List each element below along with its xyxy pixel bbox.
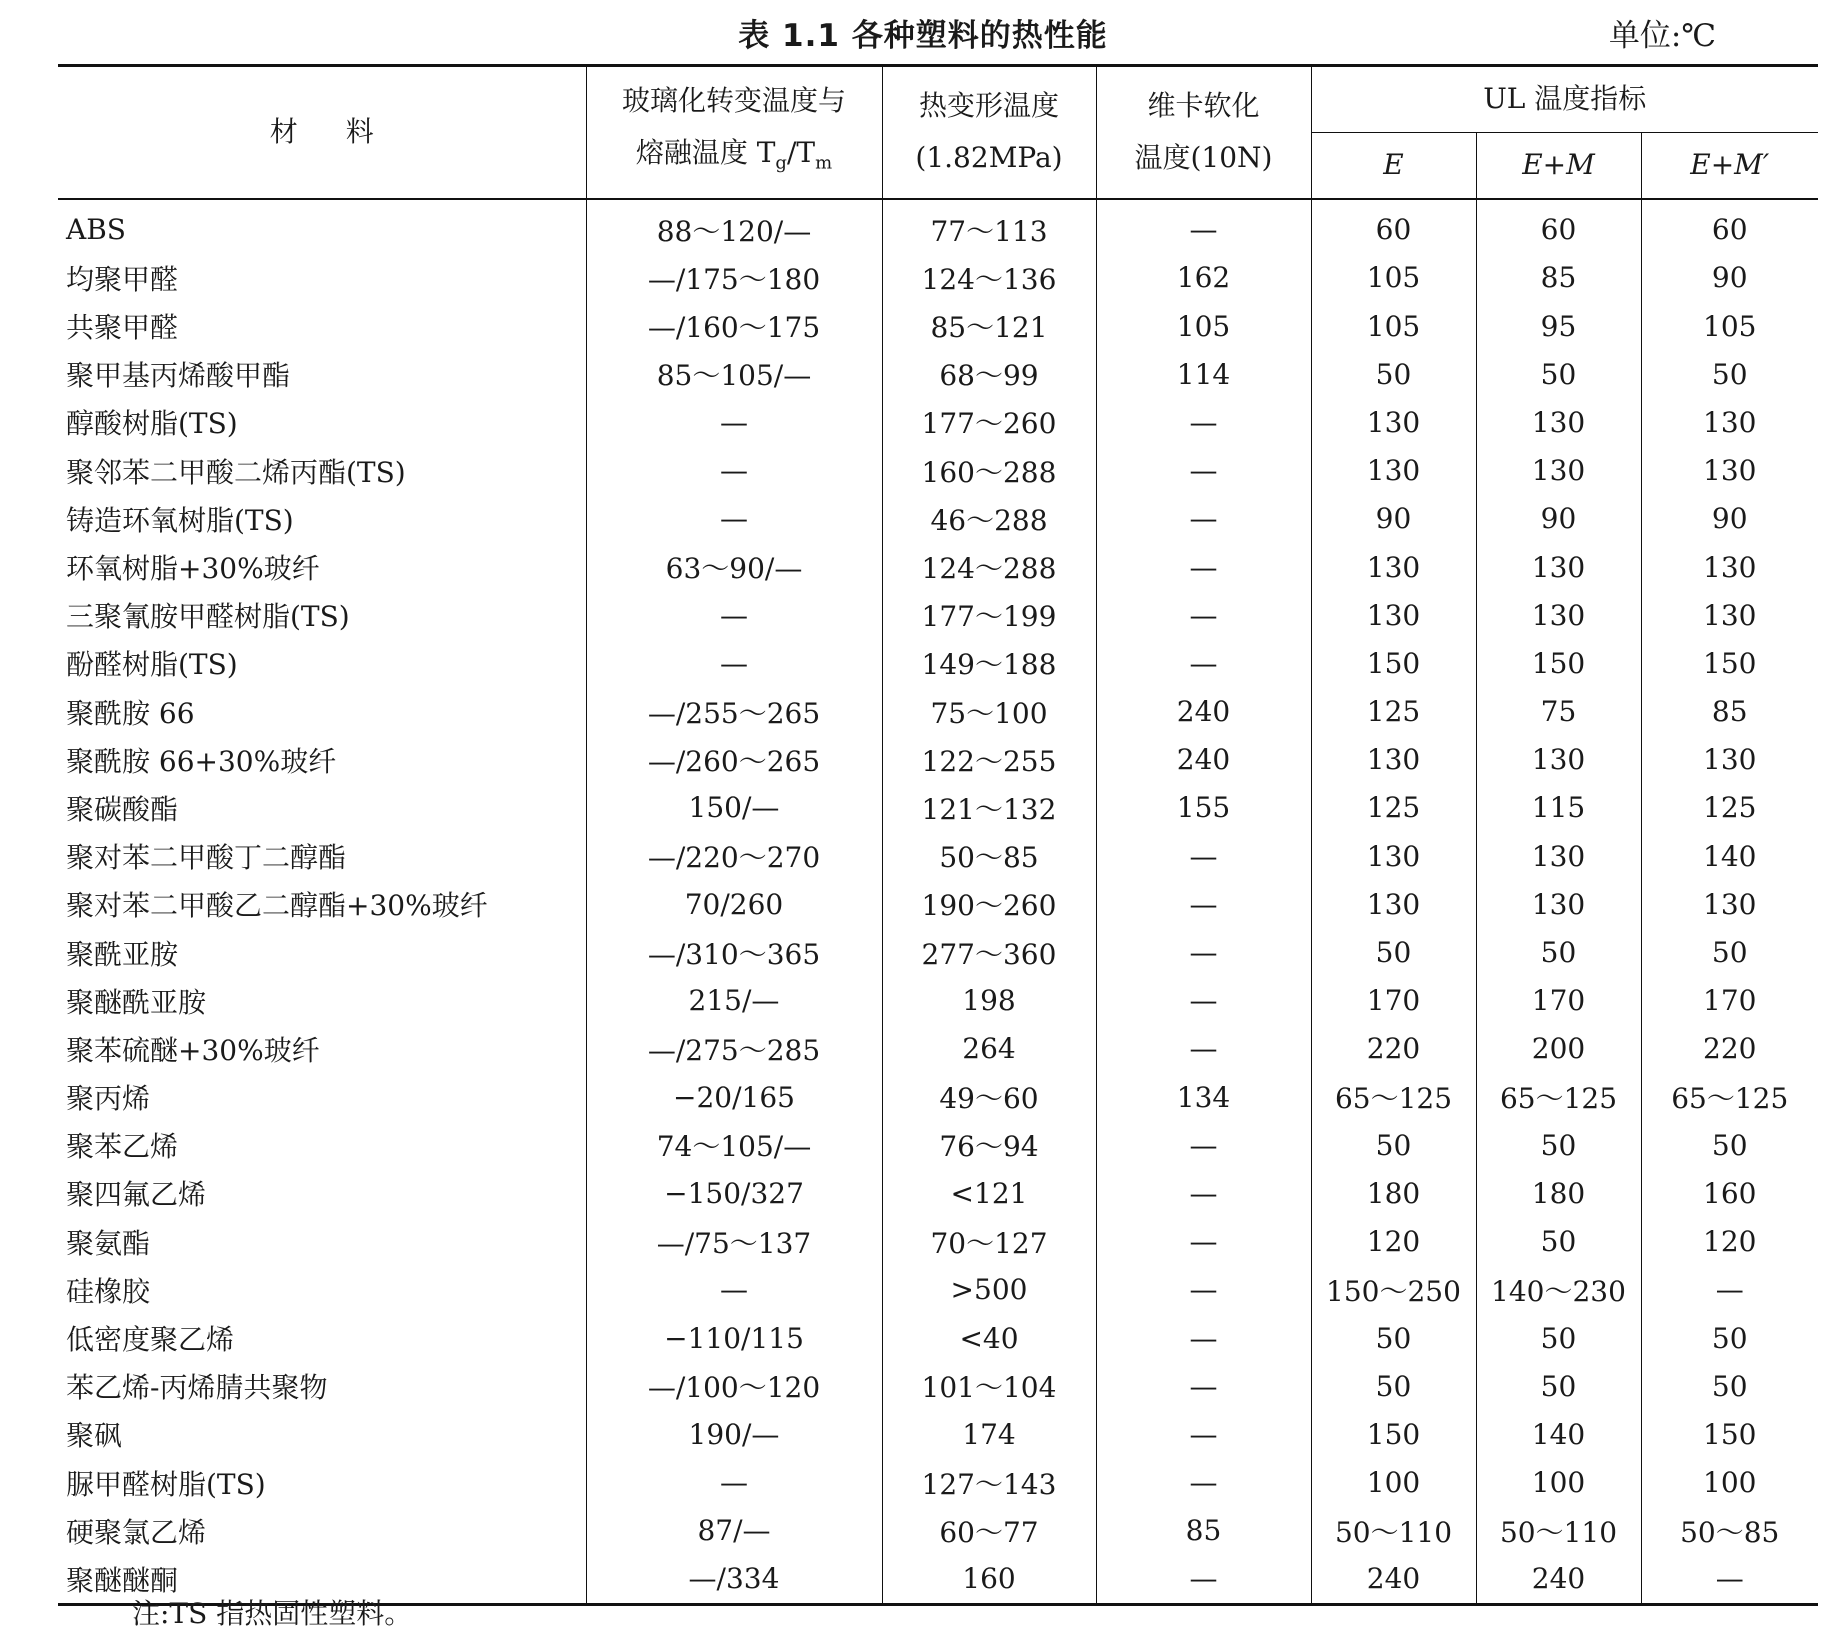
cell-vicat: 155 xyxy=(1096,784,1311,832)
cell-ul-em2: 130 xyxy=(1641,736,1818,784)
cell-ul-e: 125 xyxy=(1311,784,1476,832)
cell-ul-em2: 60 xyxy=(1641,199,1818,254)
table-row xyxy=(58,832,1818,880)
cell-ul-em: 200 xyxy=(1476,1025,1641,1073)
table-row xyxy=(58,495,1818,543)
cell-material: 硬聚氯乙烯 xyxy=(66,1515,207,1549)
cell-ul-e: 130 xyxy=(1311,832,1476,880)
cell-ul-em: 50 xyxy=(1476,350,1641,398)
cell-hdt: 160 xyxy=(882,1555,1096,1605)
cell-material: 聚对苯二甲酸丁二醇酯 xyxy=(66,841,347,875)
cell-ul-em2: 50 xyxy=(1641,1121,1818,1169)
cell-ul-em: 50 xyxy=(1476,1314,1641,1362)
table-row xyxy=(58,591,1818,639)
cell-ul-em2: 50 xyxy=(1641,1314,1818,1362)
cell-ul-em: 130 xyxy=(1476,447,1641,495)
cell-ul-e: 240 xyxy=(1311,1555,1476,1605)
cell-tg-tm: — xyxy=(586,1458,882,1506)
cell-tg-tm: 70/260 xyxy=(586,880,882,928)
cell-ul-em2: 160 xyxy=(1641,1169,1818,1217)
cell-tg-tm: —/275～285 xyxy=(586,1025,882,1073)
cell-hdt: <121 xyxy=(882,1169,1096,1217)
cell-ul-em2: 170 xyxy=(1641,977,1818,1025)
cell-vicat: 162 xyxy=(1096,254,1311,302)
cell-tg-tm: —/310～365 xyxy=(586,928,882,976)
cell-material: 聚醚醚酮 xyxy=(66,1563,179,1597)
cell-tg-tm: — xyxy=(586,639,882,687)
table-title: 表 1.1 各种塑料的热性能 xyxy=(738,18,1108,54)
cell-ul-e: 130 xyxy=(1311,736,1476,784)
cell-tg-tm: 63～90/— xyxy=(586,543,882,591)
cell-material: 聚苯硫醚+30%玻纤 xyxy=(66,1033,320,1067)
cell-material: 聚对苯二甲酸乙二醇酯+30%玻纤 xyxy=(66,889,488,923)
cell-tg-tm: — xyxy=(586,495,882,543)
cell-material: 环氧树脂+30%玻纤 xyxy=(66,552,320,585)
table-row xyxy=(58,687,1818,735)
cell-tg-tm: 190/— xyxy=(586,1410,882,1458)
cell-vicat: — xyxy=(1096,880,1311,928)
cell-ul-em2: 85 xyxy=(1641,687,1818,735)
cell-tg-tm: 74～105/— xyxy=(586,1121,882,1169)
table-row xyxy=(58,447,1818,495)
cell-material: 聚邻苯二甲酸二烯丙酯(TS) xyxy=(66,455,406,489)
cell-material: 醇酸树脂(TS) xyxy=(66,407,238,441)
table-row xyxy=(58,1218,1818,1266)
cell-hdt: 50～85 xyxy=(882,832,1096,880)
cell-ul-em: 85 xyxy=(1476,254,1641,302)
table-row xyxy=(58,398,1818,446)
cell-ul-e: 50 xyxy=(1311,928,1476,976)
cell-tg-tm: −150/327 xyxy=(586,1169,882,1217)
cell-ul-em2: 130 xyxy=(1641,543,1818,591)
cell-material: 聚砜 xyxy=(66,1419,123,1453)
cell-ul-em: 50 xyxy=(1476,1218,1641,1266)
cell-material: 聚醚酰亚胺 xyxy=(66,985,207,1019)
table-row xyxy=(58,1362,1818,1410)
cell-material: 聚碳酸酯 xyxy=(66,792,179,826)
cell-tg-tm: —/175～180 xyxy=(586,254,882,302)
cell-material: 脲甲醛树脂(TS) xyxy=(66,1467,266,1501)
cell-vicat: — xyxy=(1096,1362,1311,1410)
cell-ul-e: 50 xyxy=(1311,1314,1476,1362)
cell-vicat: — xyxy=(1096,199,1311,254)
table-row xyxy=(58,1169,1818,1217)
cell-ul-em2: 130 xyxy=(1641,447,1818,495)
table-row xyxy=(58,1314,1818,1362)
cell-ul-em2: — xyxy=(1641,1266,1818,1314)
cell-ul-em: 100 xyxy=(1476,1458,1641,1506)
header-tg-tm-line1: 玻璃化转变温度与 xyxy=(621,84,846,117)
header-hdt-line2: (1.82MPa) xyxy=(915,141,1063,175)
cell-hdt: 160～288 xyxy=(882,447,1096,495)
table-row xyxy=(58,1266,1818,1314)
header-hdt xyxy=(882,66,1096,199)
cell-ul-em: 65～125 xyxy=(1476,1073,1641,1121)
cell-vicat: 240 xyxy=(1096,736,1311,784)
cell-ul-e: 50～110 xyxy=(1311,1507,1476,1555)
cell-vicat: — xyxy=(1096,928,1311,976)
cell-hdt: 177～260 xyxy=(882,398,1096,446)
cell-ul-e: 65～125 xyxy=(1311,1073,1476,1121)
cell-ul-em2: 50～85 xyxy=(1641,1507,1818,1555)
cell-ul-em: 75 xyxy=(1476,687,1641,735)
cell-vicat: — xyxy=(1096,495,1311,543)
cell-tg-tm: — xyxy=(586,398,882,446)
cell-ul-em: 60 xyxy=(1476,199,1641,254)
cell-ul-em2: 90 xyxy=(1641,254,1818,302)
table-caption xyxy=(0,6,1846,58)
cell-material: 均聚甲醛 xyxy=(66,262,179,296)
cell-hdt: 122～255 xyxy=(882,736,1096,784)
cell-ul-em2: 125 xyxy=(1641,784,1818,832)
cell-ul-em: 90 xyxy=(1476,495,1641,543)
cell-ul-e: 125 xyxy=(1311,687,1476,735)
cell-tg-tm: —/334 xyxy=(586,1555,882,1605)
table-row xyxy=(58,1507,1818,1555)
cell-vicat: — xyxy=(1096,1266,1311,1314)
cell-material: 共聚甲醛 xyxy=(66,311,179,345)
header-vicat-line2: 温度(10N) xyxy=(1134,141,1273,175)
cell-material: 三聚氰胺甲醛树脂(TS) xyxy=(66,600,350,634)
cell-material: 苯乙烯-丙烯腈共聚物 xyxy=(66,1371,328,1405)
cell-ul-e: 130 xyxy=(1311,447,1476,495)
cell-vicat: — xyxy=(1096,1314,1311,1362)
thermal-properties-table xyxy=(58,64,1818,1606)
cell-hdt: >500 xyxy=(882,1266,1096,1314)
cell-tg-tm: 88～120/— xyxy=(586,199,882,254)
cell-ul-em: 50 xyxy=(1476,928,1641,976)
cell-vicat: 240 xyxy=(1096,687,1311,735)
table-row xyxy=(58,302,1818,350)
cell-material: ABS xyxy=(66,213,126,247)
table-row xyxy=(58,1025,1818,1073)
cell-ul-e: 170 xyxy=(1311,977,1476,1025)
header-ul-em: E+M xyxy=(1476,132,1641,198)
cell-ul-em: 130 xyxy=(1476,880,1641,928)
cell-ul-em: 130 xyxy=(1476,591,1641,639)
cell-vicat: — xyxy=(1096,977,1311,1025)
cell-tg-tm: — xyxy=(586,591,882,639)
cell-ul-em: 95 xyxy=(1476,302,1641,350)
table-row xyxy=(58,350,1818,398)
cell-hdt: 124～288 xyxy=(882,543,1096,591)
header-vicat xyxy=(1096,66,1311,199)
cell-tg-tm: —/160～175 xyxy=(586,302,882,350)
cell-ul-e: 150 xyxy=(1311,1410,1476,1458)
table-row xyxy=(58,880,1818,928)
table-row xyxy=(58,254,1818,302)
cell-hdt: 190～260 xyxy=(882,880,1096,928)
cell-ul-em2: 100 xyxy=(1641,1458,1818,1506)
cell-ul-em: 150 xyxy=(1476,639,1641,687)
cell-ul-em: 140 xyxy=(1476,1410,1641,1458)
cell-vicat: 134 xyxy=(1096,1073,1311,1121)
cell-ul-e: 50 xyxy=(1311,1362,1476,1410)
header-tg-tm-prefix: 熔融温度 T xyxy=(635,136,776,169)
cell-hdt: <40 xyxy=(882,1314,1096,1362)
cell-ul-em2: 50 xyxy=(1641,928,1818,976)
cell-material: 聚酰亚胺 xyxy=(66,937,179,971)
cell-tg-tm: —/260～265 xyxy=(586,736,882,784)
table-row xyxy=(58,639,1818,687)
cell-ul-e: 100 xyxy=(1311,1458,1476,1506)
cell-vicat: — xyxy=(1096,1410,1311,1458)
cell-material: 聚苯乙烯 xyxy=(66,1130,179,1164)
cell-ul-em2: — xyxy=(1641,1555,1818,1605)
cell-vicat: 105 xyxy=(1096,302,1311,350)
cell-vicat: — xyxy=(1096,1555,1311,1605)
cell-ul-em2: 220 xyxy=(1641,1025,1818,1073)
cell-hdt: 101～104 xyxy=(882,1362,1096,1410)
unit-label: 单位:℃ xyxy=(1608,18,1716,54)
cell-tg-tm: —/75～137 xyxy=(586,1218,882,1266)
cell-material: 酚醛树脂(TS) xyxy=(66,648,238,682)
table-row xyxy=(58,1458,1818,1506)
cell-hdt: 121～132 xyxy=(882,784,1096,832)
header-material: 材料 xyxy=(58,66,586,199)
table-row xyxy=(58,784,1818,832)
cell-ul-em: 130 xyxy=(1476,832,1641,880)
cell-vicat: — xyxy=(1096,447,1311,495)
cell-material: 硅橡胶 xyxy=(66,1274,151,1308)
cell-hdt: 76～94 xyxy=(882,1121,1096,1169)
cell-tg-tm: −110/115 xyxy=(586,1314,882,1362)
cell-ul-e: 130 xyxy=(1311,591,1476,639)
cell-tg-tm: 87/— xyxy=(586,1507,882,1555)
cell-material: 聚酰胺 66+30%玻纤 xyxy=(66,744,337,778)
cell-ul-em2: 150 xyxy=(1641,639,1818,687)
cell-tg-tm: 215/— xyxy=(586,977,882,1025)
header-ul-group: UL 温度指标 xyxy=(1311,66,1818,133)
cell-hdt: 49～60 xyxy=(882,1073,1096,1121)
cell-material: 铸造环氧树脂(TS) xyxy=(66,503,294,537)
cell-hdt: 46～288 xyxy=(882,495,1096,543)
header-tg-sub: g xyxy=(775,152,787,174)
cell-ul-em2: 140 xyxy=(1641,832,1818,880)
cell-vicat: — xyxy=(1096,639,1311,687)
header-tm-prefix: /T xyxy=(786,136,816,169)
cell-ul-em: 130 xyxy=(1476,736,1641,784)
header-hdt-line1: 热变形温度 xyxy=(918,89,1059,123)
cell-ul-em2: 150 xyxy=(1641,1410,1818,1458)
cell-hdt: 70～127 xyxy=(882,1218,1096,1266)
cell-tg-tm: —/255～265 xyxy=(586,687,882,735)
cell-ul-em2: 105 xyxy=(1641,302,1818,350)
cell-hdt: 149～188 xyxy=(882,639,1096,687)
cell-hdt: 127～143 xyxy=(882,1458,1096,1506)
table-row xyxy=(58,1073,1818,1121)
cell-ul-e: 120 xyxy=(1311,1218,1476,1266)
cell-ul-e: 180 xyxy=(1311,1169,1476,1217)
header-tg-tm-line2 xyxy=(587,127,882,190)
cell-tg-tm: −20/165 xyxy=(586,1073,882,1121)
cell-ul-em: 140～230 xyxy=(1476,1266,1641,1314)
cell-hdt: 68～99 xyxy=(882,350,1096,398)
cell-hdt: 177～199 xyxy=(882,591,1096,639)
cell-ul-em2: 130 xyxy=(1641,398,1818,446)
table-row xyxy=(58,1121,1818,1169)
cell-ul-e: 105 xyxy=(1311,302,1476,350)
table-row xyxy=(58,736,1818,784)
cell-vicat: — xyxy=(1096,1218,1311,1266)
cell-ul-em2: 130 xyxy=(1641,591,1818,639)
cell-hdt: 85～121 xyxy=(882,302,1096,350)
cell-ul-e: 130 xyxy=(1311,543,1476,591)
cell-ul-e: 105 xyxy=(1311,254,1476,302)
table-row xyxy=(58,977,1818,1025)
cell-hdt: 77～113 xyxy=(882,199,1096,254)
cell-tg-tm: 85～105/— xyxy=(586,350,882,398)
header-vicat-line1: 维卡软化 xyxy=(1147,89,1260,123)
cell-ul-e: 90 xyxy=(1311,495,1476,543)
table-note: 注:TS 指热固性塑料。 xyxy=(132,1597,413,1630)
cell-ul-em2: 50 xyxy=(1641,1362,1818,1410)
cell-ul-em2: 50 xyxy=(1641,350,1818,398)
cell-hdt: 277～360 xyxy=(882,928,1096,976)
cell-ul-e: 50 xyxy=(1311,1121,1476,1169)
cell-ul-em: 240 xyxy=(1476,1555,1641,1605)
cell-ul-em: 50～110 xyxy=(1476,1507,1641,1555)
cell-ul-e: 50 xyxy=(1311,350,1476,398)
cell-vicat: 85 xyxy=(1096,1507,1311,1555)
cell-ul-e: 130 xyxy=(1311,398,1476,446)
cell-ul-em: 130 xyxy=(1476,543,1641,591)
table-row xyxy=(58,543,1818,591)
cell-hdt: 264 xyxy=(882,1025,1096,1073)
cell-vicat: — xyxy=(1096,1025,1311,1073)
cell-vicat: — xyxy=(1096,398,1311,446)
cell-vicat: — xyxy=(1096,1169,1311,1217)
cell-hdt: 60～77 xyxy=(882,1507,1096,1555)
cell-material: 聚丙烯 xyxy=(66,1082,151,1116)
cell-vicat: — xyxy=(1096,1458,1311,1506)
table-header xyxy=(58,66,1818,199)
cell-ul-em: 115 xyxy=(1476,784,1641,832)
cell-tg-tm: —/100～120 xyxy=(586,1362,882,1410)
cell-hdt: 198 xyxy=(882,977,1096,1025)
cell-ul-em2: 120 xyxy=(1641,1218,1818,1266)
cell-tg-tm: 150/— xyxy=(586,784,882,832)
cell-hdt: 124～136 xyxy=(882,254,1096,302)
cell-ul-em2: 65～125 xyxy=(1641,1073,1818,1121)
cell-ul-e: 60 xyxy=(1311,199,1476,254)
cell-ul-em: 50 xyxy=(1476,1121,1641,1169)
cell-hdt: 75～100 xyxy=(882,687,1096,735)
header-tg-tm xyxy=(586,66,882,199)
cell-tg-tm: —/220～270 xyxy=(586,832,882,880)
cell-material: 聚氨酯 xyxy=(66,1226,151,1260)
table-body xyxy=(58,199,1818,1605)
cell-ul-e: 220 xyxy=(1311,1025,1476,1073)
table-row xyxy=(58,928,1818,976)
table-row xyxy=(58,1410,1818,1458)
cell-ul-em: 130 xyxy=(1476,398,1641,446)
cell-ul-e: 130 xyxy=(1311,880,1476,928)
cell-material: 低密度聚乙烯 xyxy=(66,1323,235,1356)
cell-vicat: — xyxy=(1096,832,1311,880)
cell-ul-em: 50 xyxy=(1476,1362,1641,1410)
cell-ul-e: 150 xyxy=(1311,639,1476,687)
cell-ul-em2: 130 xyxy=(1641,880,1818,928)
header-ul-e: E xyxy=(1311,132,1476,198)
table-row xyxy=(58,199,1818,254)
cell-material: 聚四氟乙烯 xyxy=(66,1178,207,1212)
cell-vicat: — xyxy=(1096,1121,1311,1169)
header-tm-sub: m xyxy=(815,152,833,174)
cell-ul-em: 180 xyxy=(1476,1169,1641,1217)
cell-ul-e: 150～250 xyxy=(1311,1266,1476,1314)
cell-tg-tm: — xyxy=(586,1266,882,1314)
cell-material: 聚甲基丙烯酸甲酯 xyxy=(66,359,291,393)
cell-ul-em: 170 xyxy=(1476,977,1641,1025)
cell-ul-em2: 90 xyxy=(1641,495,1818,543)
cell-hdt: 174 xyxy=(882,1410,1096,1458)
cell-vicat: 114 xyxy=(1096,350,1311,398)
cell-tg-tm: — xyxy=(586,447,882,495)
cell-material: 聚酰胺 66 xyxy=(66,696,195,730)
cell-vicat: — xyxy=(1096,591,1311,639)
header-ul-em2: E+M′ xyxy=(1641,132,1818,198)
cell-vicat: — xyxy=(1096,543,1311,591)
